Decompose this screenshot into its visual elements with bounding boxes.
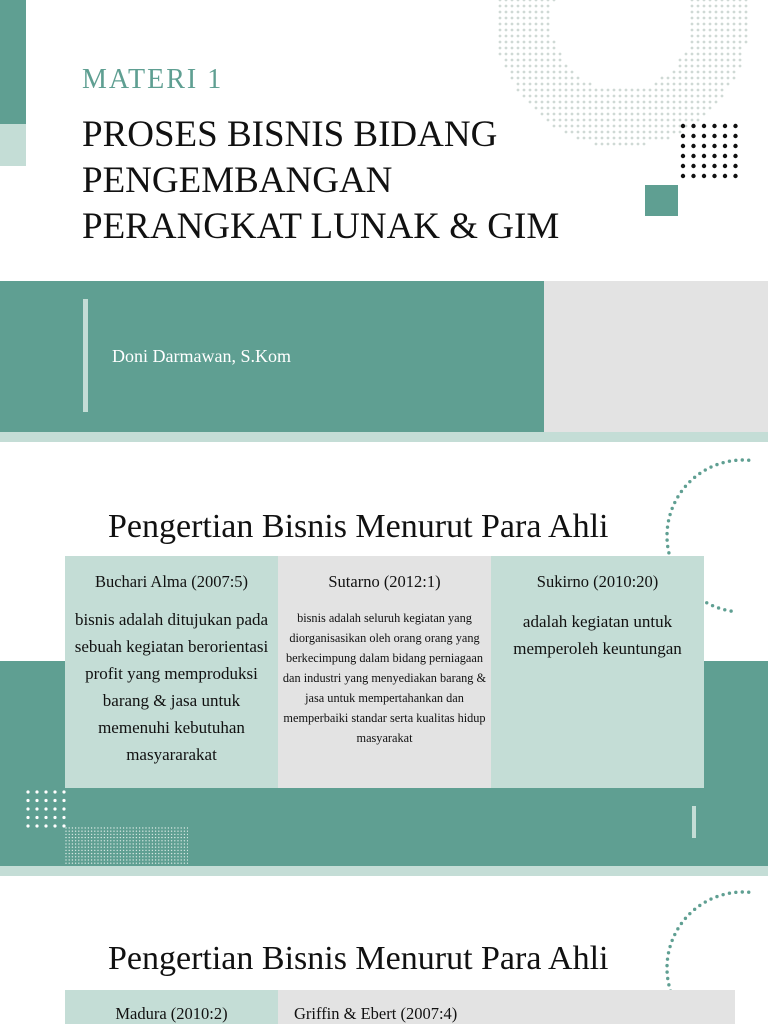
slide-separator <box>0 866 768 876</box>
slide-separator <box>0 432 768 442</box>
white-dot-grid-decoration <box>24 788 68 830</box>
materi-label: MATERI 1 <box>82 64 224 95</box>
definition-card <box>278 556 491 788</box>
slide-definitions-2 <box>0 876 768 1024</box>
accent-tick <box>692 806 696 838</box>
slide-title-materi <box>0 0 768 432</box>
presentation-title <box>82 112 682 250</box>
definition-source: Sukirno (2010:20) <box>536 572 659 591</box>
slide-heading: Pengertian Bisnis Menurut Para Ahli <box>108 940 609 977</box>
title-line: PENGEMBANGAN <box>82 160 393 201</box>
definition-source: Sutarno (2012:1) <box>328 572 441 591</box>
definition-card <box>278 990 735 1024</box>
slide-heading: Pengertian Bisnis Menurut Para Ahli <box>108 508 609 545</box>
left-accent-bar-dark <box>0 0 26 124</box>
definition-source: Madura (2010:2) <box>115 1004 228 1023</box>
definition-text: bisnis adalah ditujukan pada sebuah kegiatan berorientasi profit yang memproduksi barang & jasa untuk memenuhi kebutuhan masyararakat <box>74 610 269 764</box>
definition-source: Griffin & Ebert (2007:4) <box>294 1004 458 1023</box>
definition-card <box>65 990 278 1024</box>
dot-grid-decoration <box>678 122 740 180</box>
definition-card <box>65 556 278 788</box>
definition-text: adalah kegiatan untuk memperoleh keuntungan <box>513 612 682 658</box>
fine-dot-pattern-decoration <box>64 826 188 866</box>
definition-text: bisnis adalah seluruh kegiatan yang diorganisasikan oleh orang orang yang berkecimpung dalam bidang perniagaan dan industri yang menyediakan barang & jasa untuk mempertahankan dan memperbaiki standar serta kualitas hidup masyarakat <box>282 611 487 745</box>
left-accent-bar-light <box>0 124 26 166</box>
slide-definitions-1 <box>0 442 768 866</box>
gray-band <box>544 281 768 432</box>
author-accent-line <box>83 299 88 412</box>
title-line: PERANGKAT LUNAK & GIM <box>82 206 560 247</box>
definition-card <box>491 556 704 788</box>
definition-source: Buchari Alma (2007:5) <box>94 572 249 591</box>
title-line: PROSES BISNIS BIDANG <box>82 114 498 155</box>
author-name: Doni Darmawan, S.Kom <box>112 346 291 366</box>
